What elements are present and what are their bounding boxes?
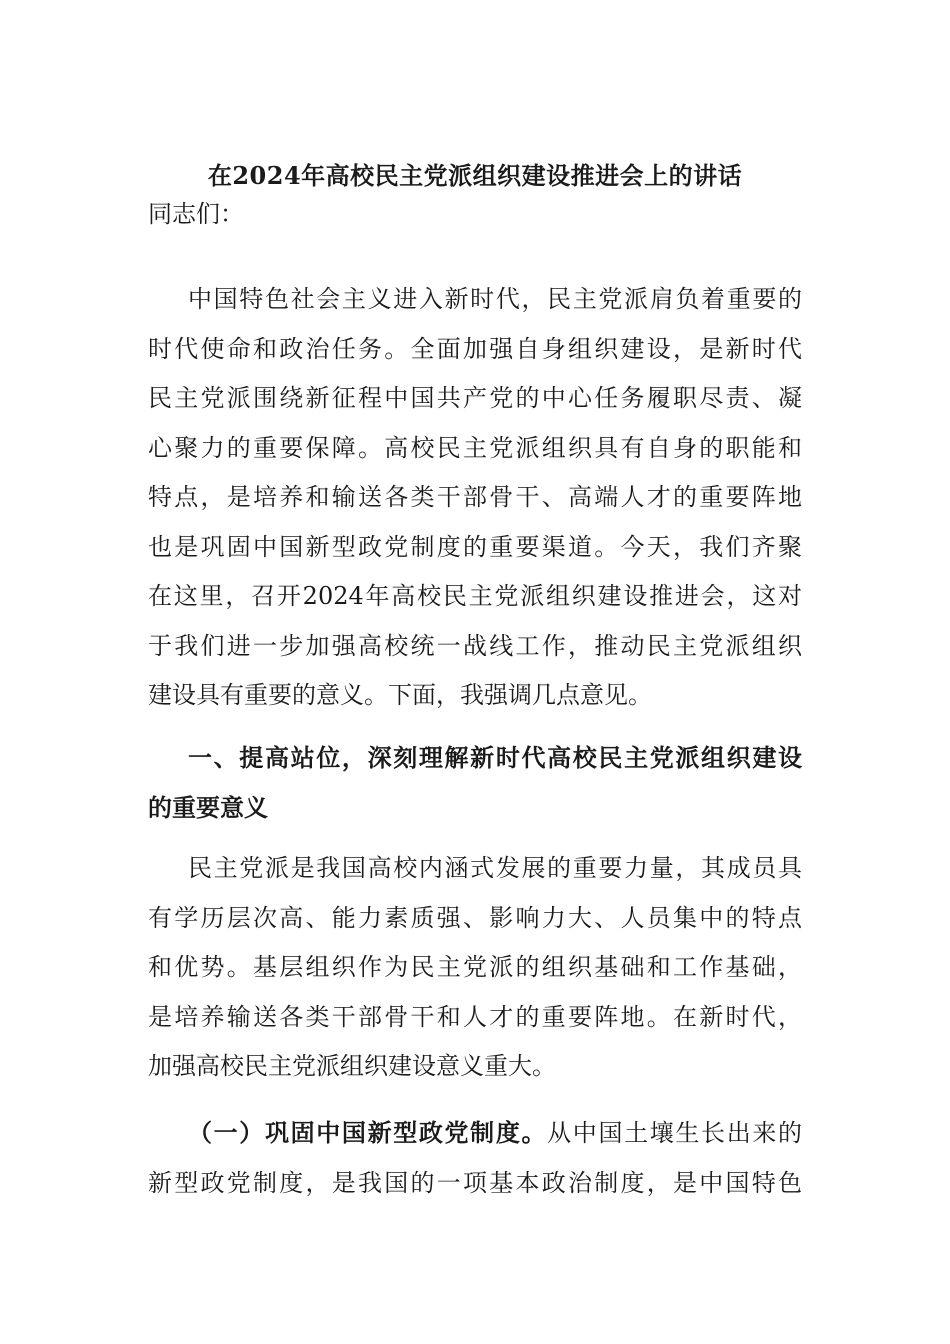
paragraph-intro bbox=[148, 275, 802, 721]
paragraph-line: 有学历层次高、能力素质强、影响力大、人员集中的特点 bbox=[148, 903, 802, 932]
heading-line: 一、提高站位，深刻理解新时代高校民主党派组织建设 bbox=[188, 743, 802, 772]
paragraph-line: 民主党派是我国高校内涵式发展的重要力量，其成员具 bbox=[188, 854, 802, 882]
document-title: 在2024年高校民主党派组织建设推进会上的讲话 bbox=[207, 161, 743, 190]
heading-line: 的重要意义 bbox=[148, 792, 268, 822]
paragraph-line: 也是巩固中国新型政党制度的重要渠道。今天，我们齐聚 bbox=[148, 532, 802, 561]
subsection-text: 从中国土壤生长出来的 bbox=[547, 1119, 803, 1147]
salutation-text: 同志们： bbox=[148, 200, 244, 228]
paragraph-line: 和优势。基层组织作为民主党派的组织基础和工作基础， bbox=[148, 953, 802, 981]
paragraph-significance bbox=[148, 844, 802, 1092]
salutation bbox=[148, 190, 802, 240]
paragraph-subsection-1 bbox=[148, 1108, 802, 1208]
paragraph-line: 新型政党制度，是我国的一项基本政治制度，是中国特色 bbox=[148, 1168, 802, 1197]
section-heading-1 bbox=[148, 733, 802, 832]
paragraph-line bbox=[148, 1108, 802, 1159]
paragraph-line: 是培养输送各类干部骨干和人才的重要阵地。在新时代， bbox=[148, 1002, 802, 1031]
paragraph-line: 中国特色社会主义进入新时代，民主党派肩负着重要的 bbox=[188, 285, 802, 313]
paragraph-line: 加强高校民主党派组织建设意义重大。 bbox=[148, 1052, 556, 1080]
paragraph-line: 心聚力的重要保障。高校民主党派组织具有自身的职能和 bbox=[148, 433, 802, 462]
subsection-lead: （一）巩固中国新型政党制度。 bbox=[188, 1118, 548, 1147]
paragraph-line: 时代使命和政治任务。全面加强自身组织建设，是新时代 bbox=[148, 334, 802, 363]
paragraph-line: 建设具有重要的意义。下面，我强调几点意见。 bbox=[148, 681, 652, 709]
paragraph-line: 于我们进一步加强高校统一战线工作，推动民主党派组织 bbox=[148, 631, 802, 660]
paragraph-line: 在这里，召开2024年高校民主党派组织建设推进会，这对 bbox=[148, 582, 802, 610]
paragraph-line: 民主党派围绕新征程中国共产党的中心任务履职尽责、凝 bbox=[148, 384, 802, 412]
paragraph-line: 特点，是培养和输送各类干部骨干、高端人才的重要阵地 bbox=[148, 483, 802, 511]
